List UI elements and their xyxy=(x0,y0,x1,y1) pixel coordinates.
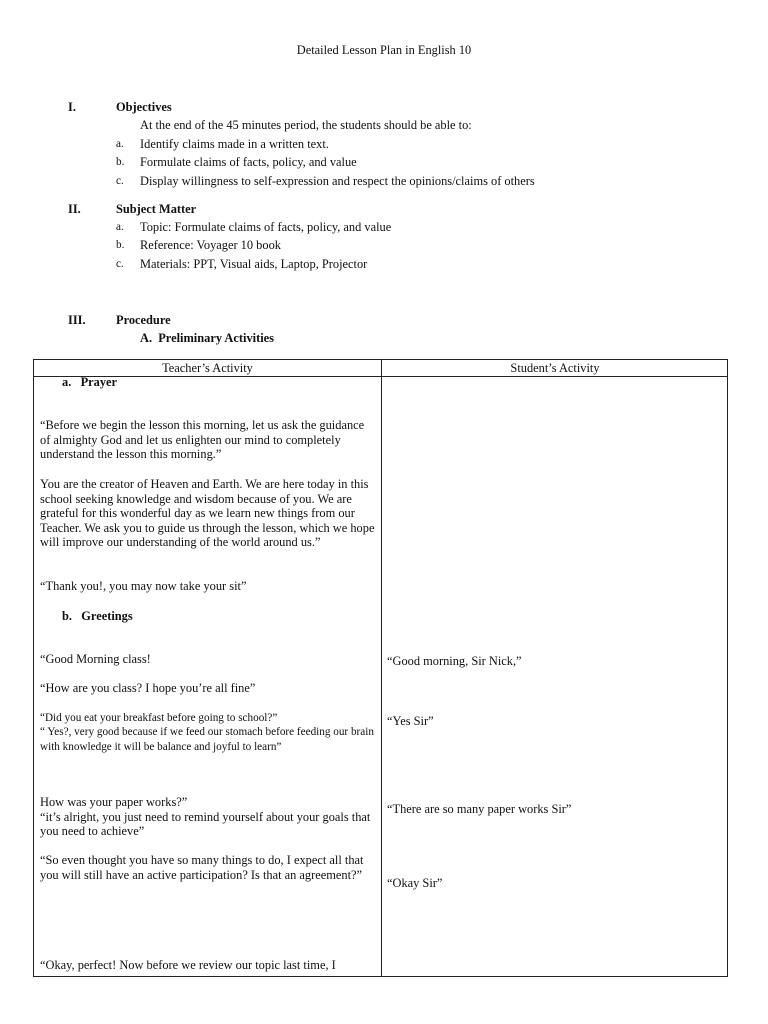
teacher-line: “Good Morning class! xyxy=(40,652,151,666)
section-heading-objectives: Objectives xyxy=(116,100,172,114)
greetings-heading: b. Greetings xyxy=(62,609,133,623)
list-marker: b. xyxy=(116,239,125,251)
section-heading-procedure: Procedure xyxy=(116,313,171,327)
list-item: Identify claims made in a written text. xyxy=(140,137,329,151)
student-line: “There are so many paper works Sir” xyxy=(387,802,572,816)
list-item: Formulate claims of facts, policy, and value xyxy=(140,155,357,169)
teacher-line: “So even thought you have so many things to do, I expect all that you will still have an active participation? Is that an agreement?” xyxy=(40,853,364,882)
list-item: Display willingness to self-expression and respect the opinions/claims of others xyxy=(140,174,535,188)
section-number-objectives: I. xyxy=(68,100,76,114)
list-marker: b. xyxy=(116,156,125,168)
teacher-line: “How are you class? I hope you’re all fine” xyxy=(40,681,256,695)
column-header-teacher: Teacher’s Activity xyxy=(162,361,253,375)
teacher-line: “Before we begin the lesson this morning, let us ask the guidance of almighty God and let us enlighten our mind to completely understand the lesson this morning.” xyxy=(40,418,365,462)
list-marker: a. xyxy=(116,138,124,150)
subsection-heading: A. Preliminary Activities xyxy=(140,331,274,345)
teacher-line: “Did you eat your breakfast before going to school?” “ Yes?, very good because if we feed our stomach before feeding our brain with knowledge it will be balance and joyful to learn” xyxy=(40,712,374,753)
objectives-intro: At the end of the 45 minutes period, the students should be able to: xyxy=(140,118,472,132)
student-line: “Okay Sir” xyxy=(387,876,443,890)
teacher-line: You are the creator of Heaven and Earth. We are here today in this school seeking knowledge and wisdom because of you. We are grateful for this wonderful day as we learn new things from our Teacher. We ask you to guide us through the lesson, which we hope will improve our understanding of the world around us.” xyxy=(40,477,375,550)
teacher-line: How was your paper works?” “it’s alright, you just need to remind yourself about your goals that you need to achieve” xyxy=(40,795,371,839)
list-marker: c. xyxy=(116,258,124,270)
student-line: “Yes Sir” xyxy=(387,714,434,728)
list-item: Materials: PPT, Visual aids, Laptop, Projector xyxy=(140,257,368,271)
section-number-procedure: III. xyxy=(68,313,86,327)
column-divider xyxy=(381,360,382,976)
student-line: “Good morning, Sir Nick,” xyxy=(387,654,522,668)
column-header-student: Student’s Activity xyxy=(510,361,600,375)
section-heading-subject-matter: Subject Matter xyxy=(116,202,197,216)
activity-table xyxy=(33,359,728,977)
list-item: Topic: Formulate claims of facts, policy, and value xyxy=(140,220,392,234)
list-item: Reference: Voyager 10 book xyxy=(140,238,281,252)
teacher-line: “Okay, perfect! Now before we review our topic last time, I xyxy=(40,958,336,972)
teacher-line: “Thank you!, you may now take your sit” xyxy=(40,579,247,593)
prayer-heading: a. Prayer xyxy=(62,375,118,389)
document-title: Detailed Lesson Plan in English 10 xyxy=(296,43,472,57)
section-number-subject-matter: II. xyxy=(68,202,81,216)
list-marker: c. xyxy=(116,175,124,187)
list-marker: a. xyxy=(116,221,124,233)
